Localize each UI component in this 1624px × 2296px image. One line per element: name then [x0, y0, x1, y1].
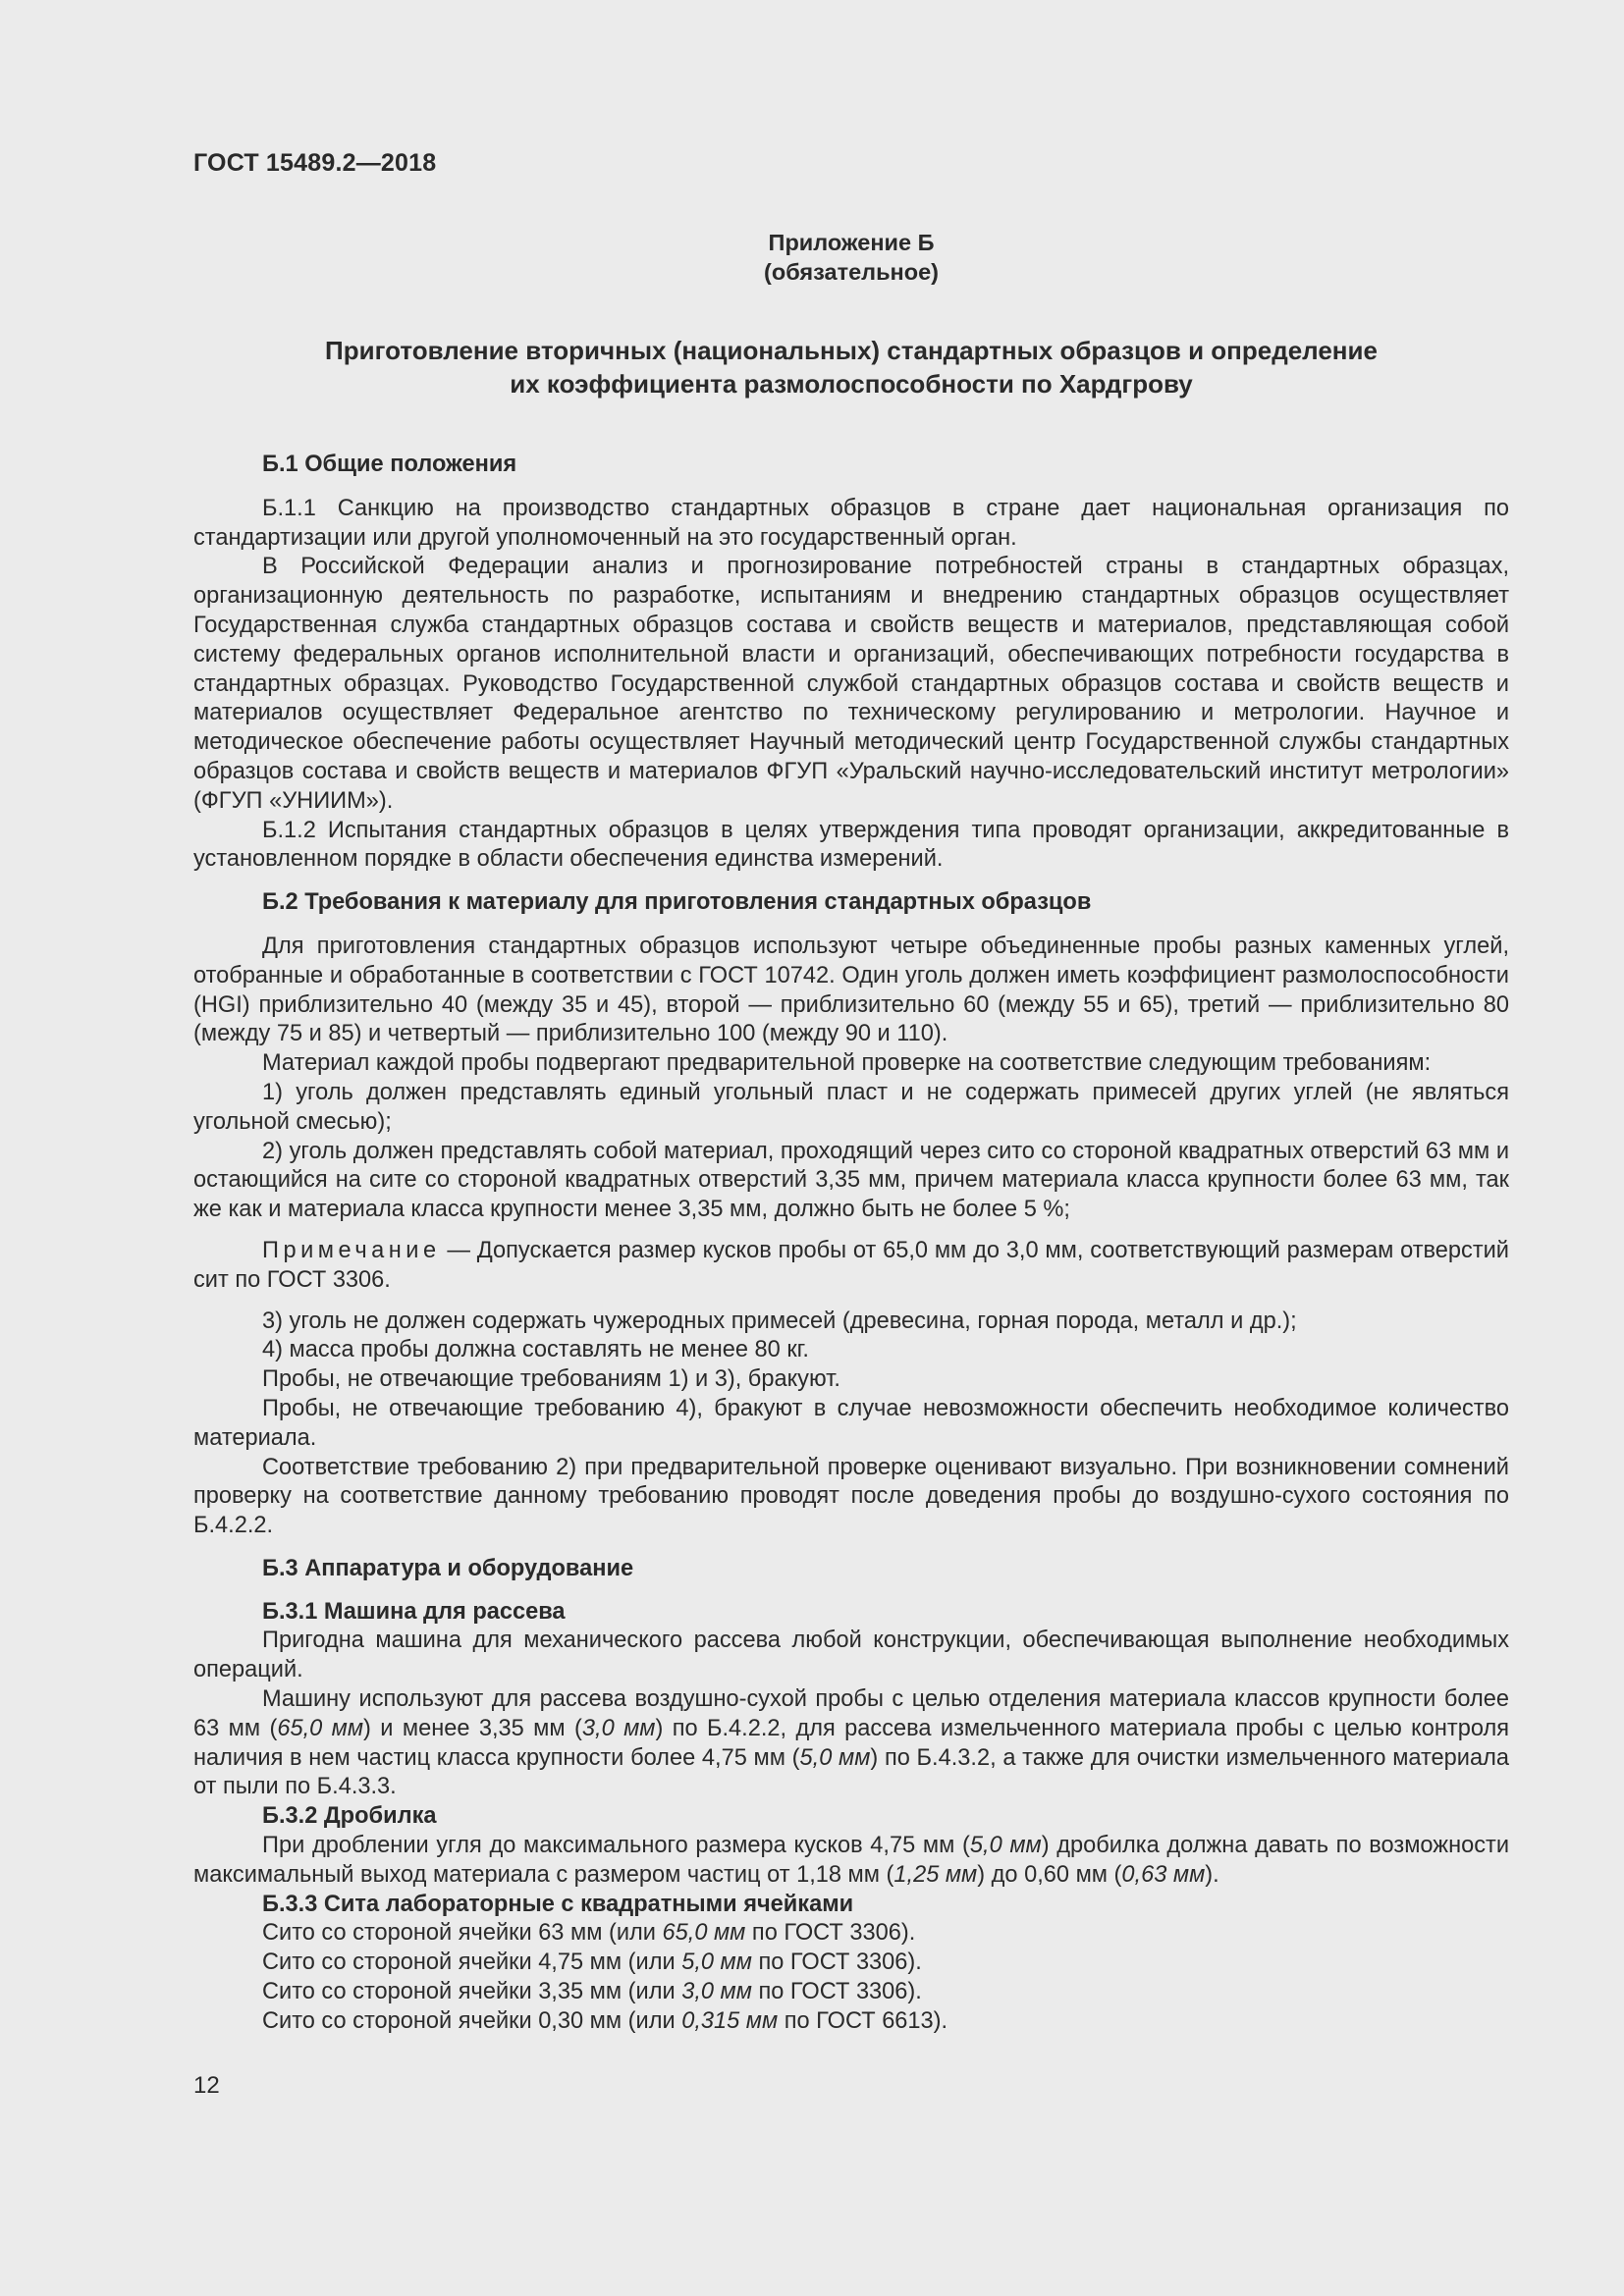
paragraph-b2-7: Пробы, не отвечающие требованиям 1) и 3), бракуют. — [262, 1366, 840, 1393]
sieve-item: Сито со стороной ячейки 4,75 мм (или 5,0 мм по ГОСТ 3306). — [262, 1949, 922, 1976]
section-heading-b1: Б.1 Общие положения — [262, 452, 517, 477]
paragraph-b1-2: В Российской Федерации анализ и прогнозирование потребностей страны в стандартных образцах, организационную деятельность по разработке, испытаниям и внедрению стандартных образцов осуществляет Государственная служба стандартных образцов состава и свойств веществ и материалов, представляющая собой систему федеральных органов исполнительной власти и организаций, обеспечивающих потребности государства в стандартных образцах. Руководство Государственной службой стандартных образцов состава и свойств веществ и материалов осуществляет Федеральное агентство по техническому регулированию и метрологии. Научное и методическое обеспечение работы осуществляет Научный методический центр Государственной службы стандартных образцов состава и свойств веществ и материалов ФГУП «Уральский научно-исследовательский институт метрологии» (ФГУП «УНИИМ»). — [193, 554, 1509, 814]
subsection-heading-b3-2: Б.3.2 Дробилка — [262, 1803, 437, 1830]
paragraph-b3-2-1: При дроблении угля до максимального размера кусков 4,75 мм (5,0 мм) дробилка должна давать по возможности максимальный выход материала с размером частиц от 1,18 мм (1,25 мм) до 0,60 мм (0,63 мм). — [193, 1833, 1510, 1888]
subsection-heading-b3-1: Б.3.1 Машина для рассева — [262, 1598, 566, 1625]
document-title — [193, 334, 1509, 400]
annex-title: Приложение Б — [768, 230, 935, 255]
sieve-item: Сито со стороной ячейки 63 мм (или 65,0 мм по ГОСТ 3306). — [262, 1920, 916, 1947]
section-heading-b2: Б.2 Требования к материалу для приготовления стандартных образцов — [262, 889, 1092, 916]
document-title-line-1: Приготовление вторичных (национальных) стандартных образцов и определение — [325, 336, 1378, 365]
section-heading-b3: Б.3 Аппаратура и оборудование — [262, 1555, 634, 1581]
paragraph-b2-9: Соответствие требованию 2) при предварительной проверке оценивают визуально. При возникновении сомнений проверку на соответствие данному требованию проводят после доведения пробы до воздушно-сухого состояния по Б.4.2.2. — [193, 1454, 1509, 1539]
paragraph-b1-1: Б.1.1 Санкцию на производство стандартных образцов в стране дает национальная организация по стандартизации или другой уполномоченный на это государственный орган. — [193, 495, 1509, 551]
annex-heading — [193, 228, 1509, 287]
note-label: Примечание — [262, 1237, 441, 1263]
paragraph-b2-5: 3) уголь не должен содержать чужеродных примесей (древесина, горная порода, металл и др.); — [262, 1308, 1297, 1334]
paragraph-b1-3: Б.1.2 Испытания стандартных образцов в целях утверждения типа проводят организации, аккредитованные в установленном порядке в области обеспечения единства измерений. — [193, 817, 1509, 873]
page-number: 12 — [193, 2072, 220, 2099]
paragraph-b2-8: Пробы, не отвечающие требованию 4), бракуют в случае невозможности обеспечить необходимое количество материала. — [193, 1395, 1509, 1451]
annex-status: (обязательное) — [764, 259, 939, 285]
document-page — [193, 0, 1509, 2296]
note-paragraph — [193, 1237, 1509, 1296]
subsection-heading-b3-3: Б.3.3 Сита лабораторные с квадратными ячейками — [262, 1891, 854, 1917]
paragraph-b3-1-1: Пригодна машина для механического рассева любой конструкции, обеспечивающая выполнение необходимых операций. — [193, 1628, 1509, 1683]
paragraph-b2-1: Для приготовления стандартных образцов используют четыре объединенные пробы разных каменных углей, отобранные и обработанные в соответствии с ГОСТ 10742. Один уголь должен иметь коэффициент размолоспособности (HGI) приблизительно 40 (между 35 и 45), второй — приблизительно 60 (между 55 и 65), третий — приблизительно 80 (между 75 и 85) и четвертый — приблизительно 100 (между 90 и 110). — [193, 933, 1509, 1047]
sieve-item: Сито со стороной ячейки 3,35 мм (или 3,0 мм по ГОСТ 3306). — [262, 1979, 922, 2005]
document-title-line-2: их коэффициента размолоспособности по Хардгрову — [510, 369, 1193, 399]
paragraph-b2-4: 2) уголь должен представлять собой материал, проходящий через сито со стороной квадратных отверстий 63 мм и остающийся на сите со стороной квадратных отверстий 3,35 мм, причем материала класса крупности более 63 мм, так же как и материала класса крупности менее 3,35 мм, должно быть не более 5 %; — [193, 1138, 1509, 1223]
paragraph-b2-3: 1) уголь должен представлять единый угольный пласт и не содержать примесей других углей (не являться угольной смесью); — [193, 1079, 1509, 1135]
paragraph-b3-1-2: Машину используют для рассева воздушно-сухой пробы с целью отделения материала классов крупности более 63 мм (65,0 мм) и менее 3,35 мм (3,0 мм) по Б.4.2.2, для рассева измельченного материала пробы с целью контроля наличия в нем частиц класса крупности более 4,75 мм (5,0 мм) по Б.4.3.2, а также для очистки измельченного материала от пыли по Б.4.3.3. — [193, 1686, 1509, 1800]
paragraph-b2-2: Материал каждой пробы подвергают предварительной проверке на соответствие следующим требованиям: — [262, 1050, 1432, 1077]
paragraph-b2-6: 4) масса пробы должна составлять не менее 80 кг. — [262, 1337, 809, 1363]
document-body — [193, 451, 1509, 2037]
document-header: ГОСТ 15489.2—2018 — [193, 149, 437, 177]
note-text: — Допускается размер кусков пробы от 65,0 мм до 3,0 мм, соответствующий размерам отверстий сит по ГОСТ 3306. — [193, 1237, 1509, 1293]
sieve-item: Сито со стороной ячейки 0,30 мм (или 0,315 мм по ГОСТ 6613). — [262, 2007, 948, 2034]
